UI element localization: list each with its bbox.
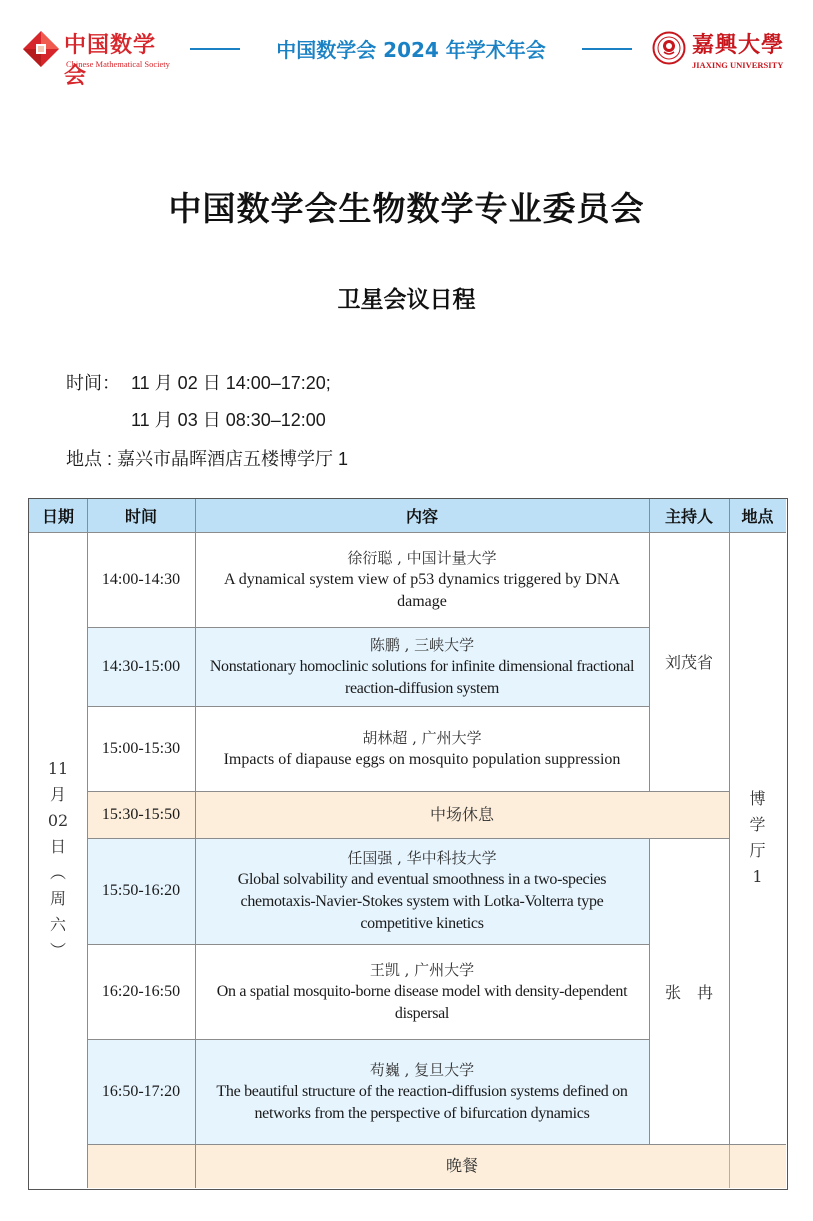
grid-line (87, 944, 649, 945)
dinner-cell: 晚餐 (195, 1144, 729, 1188)
time-cell: 15:30-15:50 (87, 791, 195, 838)
grid-line (87, 1039, 649, 1040)
speaker: 苟巍 , 复旦大学 (369, 1060, 475, 1079)
content-cell (195, 627, 649, 706)
speaker: 胡林超 , 广州大学 (362, 728, 482, 747)
grid-line (87, 627, 649, 628)
venue-char: 博 (749, 789, 766, 808)
content-cell (195, 706, 649, 791)
schedule-table (28, 498, 788, 1190)
jiaxing-logo-chinese: 嘉興大學 (692, 32, 785, 58)
venue-char: 学 (749, 815, 766, 834)
date-char: ︶ (49, 941, 66, 960)
time-cell: 14:00-14:30 (87, 532, 195, 627)
grid-line (87, 706, 649, 707)
cms-logo-chinese: 中国数学会 (64, 32, 157, 89)
grid-line (87, 499, 88, 1188)
document-title: 中国数学会生物数学专业委员会 (168, 189, 645, 228)
grid-line (87, 838, 729, 839)
header-venue: 地点 (729, 499, 786, 532)
venue-vertical-text (749, 786, 765, 890)
cms-logo-english: Chinese Mathematical Society (66, 59, 170, 69)
banner-rule-right (582, 48, 632, 50)
break-cell: 中场休息 (195, 791, 729, 838)
header-time: 时间 (87, 499, 195, 532)
jiaxing-logo (652, 28, 792, 72)
date-char: 月 (49, 785, 66, 804)
time-line-1: 11 月 02 日 14:00–17:20; (131, 373, 331, 393)
content-cell (195, 944, 649, 1039)
jiaxing-logo-english: JIAXING UNIVERSITY (692, 60, 784, 70)
location-line: 地点 : 嘉兴市晶晖酒店五楼博学厅 1 (66, 449, 349, 469)
header-host: 主持人 (649, 499, 729, 532)
speaker: 徐衍聪 , 中国计量大学 (347, 548, 497, 567)
grid-line (649, 838, 650, 1144)
talk-title: The beautiful structure of the reaction-diffusion systems defined on networks from the perspective of bifurcation dynamics (216, 1082, 628, 1122)
date-char: 11 (47, 759, 69, 778)
host-cell: 刘茂省 (649, 532, 729, 791)
content-cell (195, 838, 649, 944)
venue-dinner-cell (729, 1144, 786, 1188)
date-vertical-text (48, 756, 68, 964)
header-content: 内容 (195, 499, 649, 532)
date-char: 02 (47, 811, 69, 830)
venue-char: 厅 (749, 841, 766, 860)
venue-char: 1 (752, 867, 763, 886)
talk-title: A dynamical system view of p53 dynamics triggered by DNA damage (224, 570, 620, 610)
content-cell (195, 532, 649, 627)
date-char: 周 (49, 889, 66, 908)
venue-cell (729, 532, 786, 1144)
grid-line (29, 532, 786, 533)
date-cell (29, 532, 87, 1188)
talk-title: Nonstationary homoclinic solutions for infinite dimensional fractional reaction-diffusion system (209, 657, 635, 697)
time-cell: 16:50-17:20 (87, 1039, 195, 1144)
document-subtitle: 卫星会议日程 (337, 287, 476, 313)
cms-logo (22, 26, 172, 89)
content-cell (195, 1039, 649, 1144)
time-cell: 15:50-16:20 (87, 838, 195, 944)
grid-line (649, 499, 650, 791)
grid-line (729, 1144, 730, 1188)
grid-line (87, 791, 729, 792)
time-cell: 15:00-15:30 (87, 706, 195, 791)
university-seal-icon (652, 31, 686, 65)
grid-line (195, 499, 196, 1188)
date-char: ︵ (49, 863, 66, 882)
talk-title: Impacts of diapause eggs on mosquito population suppression (223, 750, 621, 768)
time-cell: 16:20-16:50 (87, 944, 195, 1039)
time-cell: 14:30-15:00 (87, 627, 195, 706)
speaker: 任国强 , 华中科技大学 (347, 849, 497, 867)
time-cell (87, 1144, 195, 1188)
grid-line (87, 1144, 786, 1145)
diamond-logo-icon (22, 30, 60, 68)
talk-title: On a spatial mosquito-borne disease model with density-dependent dispersal (216, 982, 628, 1022)
header-date: 日期 (29, 499, 87, 532)
date-char: 六 (49, 915, 66, 934)
time-label: 时间： (66, 373, 120, 393)
time-line-2: 11 月 03 日 08:30–12:00 (131, 410, 326, 430)
talk-title: Global solvability and eventual smoothness in a two-species chemotaxis-Navier-Stokes system with Lotka-Volterra type competitive kinetics (237, 871, 607, 932)
grid-line (729, 499, 730, 1144)
speaker: 陈鹏 , 三峡大学 (369, 635, 475, 654)
banner-rule-left (190, 48, 240, 50)
banner-title: 中国数学会 2024 年学术年会 (276, 38, 546, 62)
speaker: 王凯 , 广州大学 (369, 960, 475, 979)
host-cell: 张 冉 (649, 838, 729, 1144)
date-char: 日 (49, 837, 66, 856)
